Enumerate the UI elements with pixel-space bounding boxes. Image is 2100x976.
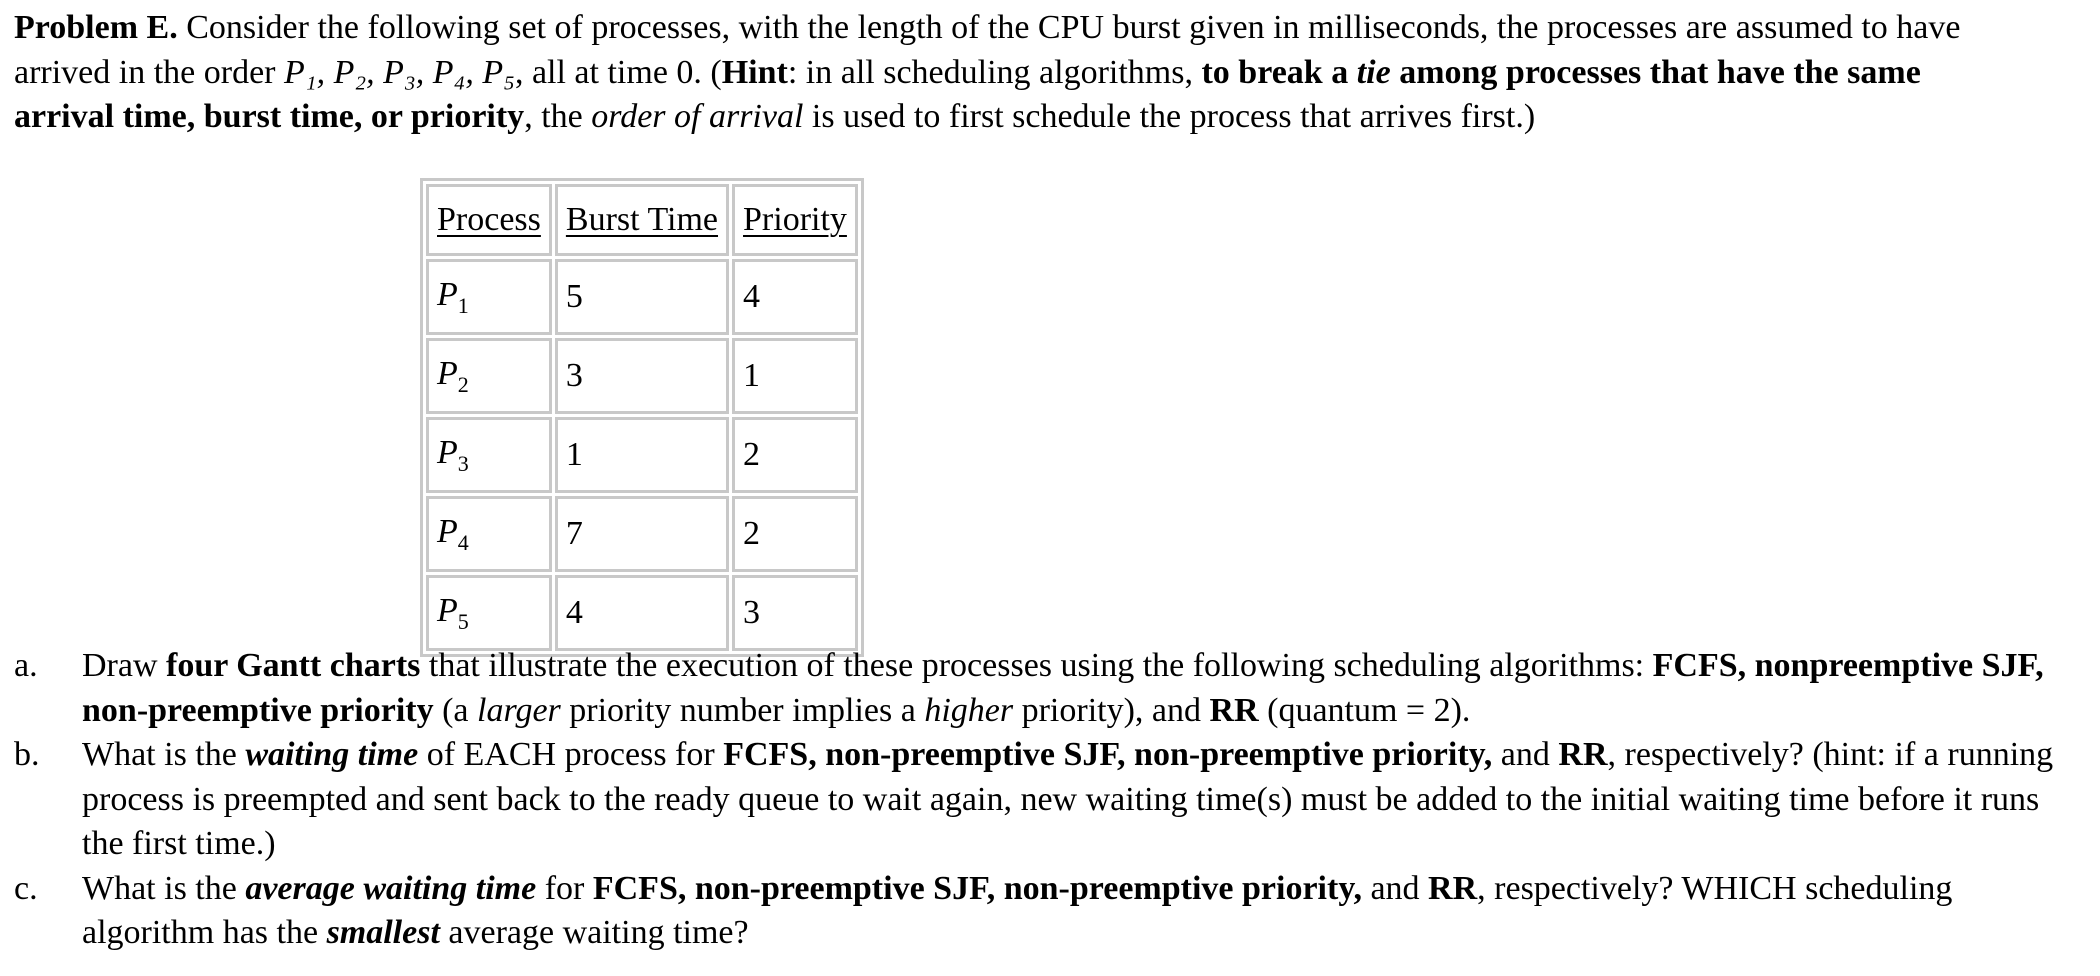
table-row bbox=[426, 259, 858, 335]
header-burst-time: Burst Time bbox=[555, 184, 729, 256]
burst-time-cell: 3 bbox=[555, 338, 729, 414]
intro-text-1: Consider the following set of processes, with the length of the CPU burst given in milliseconds, the processes are assumed to have arrived in the order bbox=[14, 9, 1961, 91]
table-row bbox=[426, 575, 858, 651]
question-italic: larger bbox=[477, 691, 561, 729]
priority-cell: 2 bbox=[732, 417, 858, 493]
question-text: , respectively? WHICH scheduling algorithm has the bbox=[82, 869, 1953, 951]
question-text: for bbox=[536, 869, 593, 907]
question-text: , respectively? (hint: if a running process is preempted and sent back to the ready queue to wait again, new waiting time(s) must be added to the initial waiting time before it runs the first time.) bbox=[82, 736, 2054, 862]
question-c bbox=[14, 867, 2084, 956]
header-process: Process bbox=[426, 184, 552, 256]
question-bold: RR bbox=[1209, 691, 1259, 729]
question-text: Draw bbox=[82, 647, 167, 684]
priority-cell: 4 bbox=[732, 259, 858, 335]
burst-time-cell: 4 bbox=[555, 575, 729, 651]
question-bold-italic: smallest bbox=[326, 914, 440, 951]
question-bold: four Gantt charts bbox=[166, 647, 421, 684]
question-bold-italic: average waiting time bbox=[245, 869, 537, 907]
question-text: of EACH process for bbox=[418, 736, 724, 773]
question-text: (a bbox=[433, 691, 478, 729]
arrival-order: P₁, P₂, P₃, P₄, P₅ bbox=[284, 53, 515, 91]
tie-break-rule-2: among processes that have the same arrival time, burst time, or priority bbox=[14, 53, 1921, 135]
question-bold-italic: waiting time bbox=[245, 736, 419, 773]
intro-text-2: , all at time 0. ( bbox=[514, 53, 722, 91]
process-index: 5 bbox=[457, 608, 469, 634]
process-name-cell bbox=[426, 575, 552, 651]
process-name-cell bbox=[426, 417, 552, 493]
question-text: priority number implies a bbox=[560, 691, 925, 729]
question-b bbox=[14, 733, 2084, 867]
table-row bbox=[426, 496, 858, 572]
table-header-row bbox=[426, 184, 858, 256]
burst-time-cell: 5 bbox=[555, 259, 729, 335]
priority-cell: 2 bbox=[732, 496, 858, 572]
question-a bbox=[14, 644, 2084, 733]
priority-cell: 1 bbox=[732, 338, 858, 414]
intro-text-3: : in all scheduling algorithms, bbox=[787, 53, 1202, 91]
question-text: What is the bbox=[82, 869, 246, 907]
question-text: and bbox=[1492, 736, 1559, 773]
process-letter: P bbox=[437, 591, 458, 629]
hint-label: Hint bbox=[721, 53, 788, 91]
process-letter: P bbox=[437, 512, 458, 550]
problem-intro-paragraph bbox=[14, 6, 2014, 140]
process-letter: P bbox=[437, 275, 458, 313]
burst-time-cell: 7 bbox=[555, 496, 729, 572]
process-name-cell bbox=[426, 496, 552, 572]
process-index: 1 bbox=[457, 292, 469, 318]
process-index: 3 bbox=[457, 450, 469, 476]
problem-e-document bbox=[14, 6, 2084, 951]
process-index: 2 bbox=[457, 371, 469, 397]
question-bold: RR bbox=[1558, 736, 1608, 773]
intro-text-5: is used to first schedule the process that arrives first.) bbox=[803, 98, 1536, 135]
question-bold: FCFS, nonpreemptive SJF, non-preemptive priority bbox=[82, 647, 2044, 729]
question-list bbox=[14, 644, 2084, 956]
question-bold: FCFS, non-preemptive SJF, non-preemptive priority, bbox=[592, 869, 1362, 907]
process-letter: P bbox=[437, 354, 458, 392]
question-marker: a. bbox=[14, 647, 38, 684]
order-of-arrival: order of arrival bbox=[591, 98, 804, 135]
intro-text-4: , the bbox=[524, 98, 592, 135]
question-bold: FCFS, non-preemptive SJF, non-preemptive priority, bbox=[723, 736, 1493, 773]
problem-heading: Problem E. bbox=[14, 9, 178, 46]
question-text: What is the bbox=[82, 736, 246, 773]
question-text: and bbox=[1361, 869, 1429, 907]
burst-time-cell: 1 bbox=[555, 417, 729, 493]
priority-cell: 3 bbox=[732, 575, 858, 651]
process-table bbox=[420, 178, 864, 657]
process-name-cell bbox=[426, 259, 552, 335]
process-index: 4 bbox=[457, 529, 469, 555]
tie-word: tie bbox=[1356, 53, 1391, 91]
table-row bbox=[426, 338, 858, 414]
process-name-cell bbox=[426, 338, 552, 414]
question-text: that illustrate the execution of these processes using the following scheduling algorithms: bbox=[420, 647, 1653, 684]
question-marker: c. bbox=[14, 869, 38, 907]
question-text: average waiting time? bbox=[439, 914, 749, 951]
tie-break-rule-1: to break a bbox=[1201, 53, 1357, 91]
question-marker: b. bbox=[14, 736, 40, 773]
question-text: (quantum = 2). bbox=[1258, 691, 1471, 729]
question-italic: higher bbox=[924, 691, 1014, 729]
header-priority: Priority bbox=[732, 184, 858, 256]
question-bold: RR bbox=[1428, 869, 1478, 907]
table-row bbox=[426, 417, 858, 493]
question-text: priority), and bbox=[1013, 691, 1210, 729]
process-letter: P bbox=[437, 433, 458, 471]
